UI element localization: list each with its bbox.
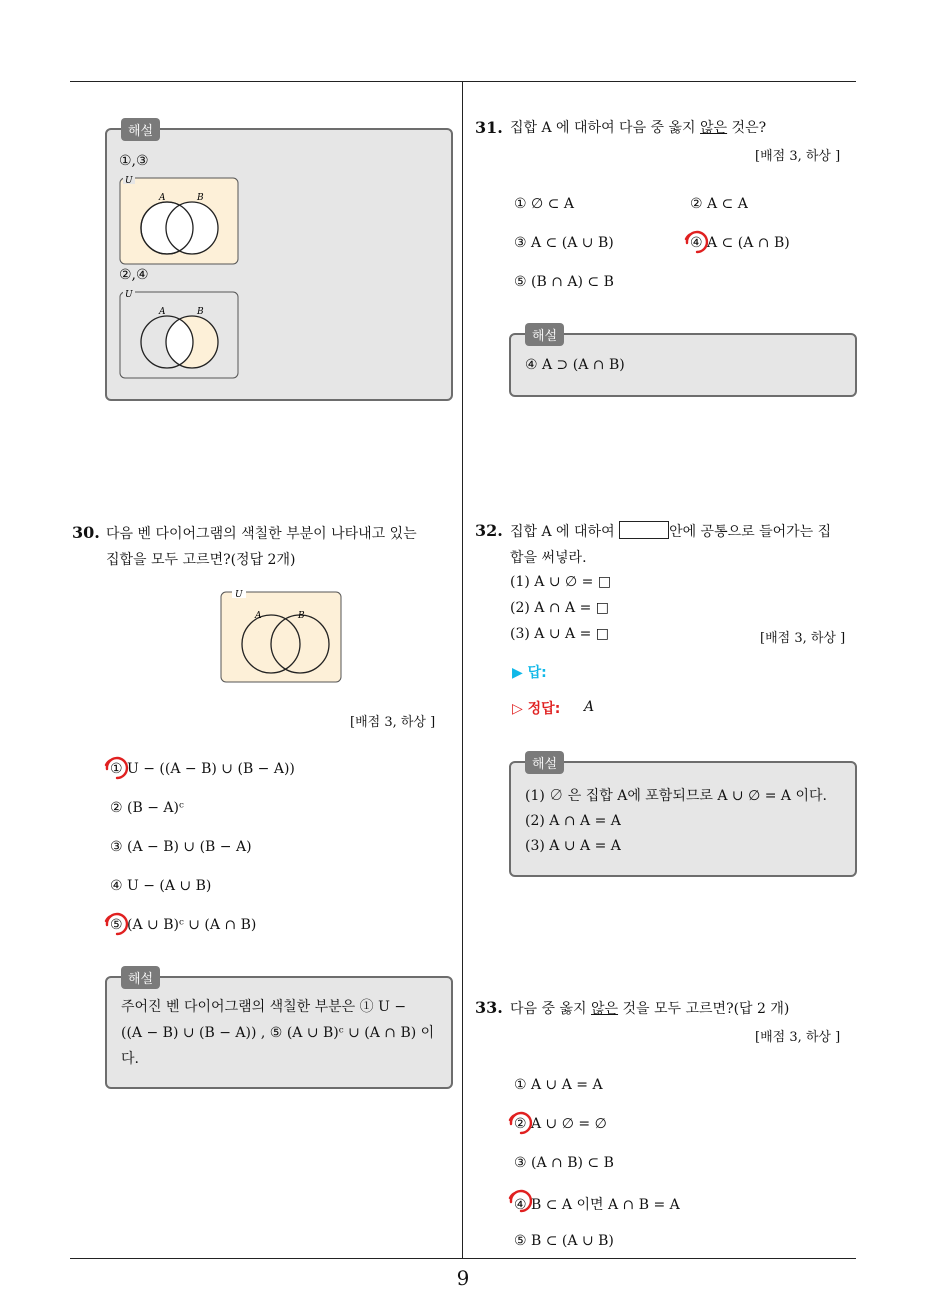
question-text-32-line2: 합을 써넣라. xyxy=(510,550,587,566)
question-text-33-underlined: 않은 xyxy=(590,1001,619,1017)
venn-label-b: B xyxy=(197,307,204,317)
score-33: [배점 3, 하상 ] xyxy=(755,1030,841,1045)
solution-box-32 xyxy=(509,757,857,877)
question-text-31-underlined: 않은 xyxy=(700,120,728,136)
solution-text-32-line2: (2) A ∩ A = A xyxy=(525,813,621,829)
correct-answer-label-32: ▷ 정답: xyxy=(512,701,561,717)
sub-item-32-2: (2) A ∩ A = □ xyxy=(510,600,609,616)
column-divider xyxy=(462,81,463,1258)
red-circle-mark-icon xyxy=(683,229,709,255)
red-circle-mark-icon xyxy=(507,1188,533,1214)
choice-30-3[interactable]: ③ (A − B) ∪ (B − A) xyxy=(110,839,252,855)
question-text-31-a: 집합 A 에 대하여 다음 중 옳지 xyxy=(510,120,701,136)
question-number-33: 33. xyxy=(475,998,503,1017)
choice-30-1[interactable]: ① U − ((A − B) ∪ (B − A)) xyxy=(110,761,295,777)
solution-text-32-line3: (3) A ∪ A = A xyxy=(525,838,621,854)
question-text-32-line1 xyxy=(510,519,831,545)
venn-label-u: U xyxy=(125,176,133,186)
top-rule xyxy=(70,81,856,82)
choice-30-5[interactable]: ⑤ (A ∪ B)ᶜ ∪ (A ∩ B) xyxy=(110,917,257,933)
venn-label-b: B xyxy=(197,193,204,203)
venn-diagram-question-30 xyxy=(220,588,342,684)
question-text-33 xyxy=(510,996,789,1022)
choice-33-5[interactable]: ⑤ B ⊂ (A ∪ B) xyxy=(514,1233,614,1249)
question-number-32: 32. xyxy=(475,521,503,540)
bottom-rule xyxy=(70,1258,856,1259)
question-text-30-line2: 집합을 모두 고르면?(정답 2개) xyxy=(106,552,296,568)
choice-31-2[interactable]: ② A ⊂ A xyxy=(690,196,748,212)
question-text-32-a: 집합 A 에 대하여 xyxy=(510,524,615,540)
blank-box xyxy=(619,521,669,539)
score-32: [배점 3, 하상 ] xyxy=(760,631,846,646)
solution-group-label-1: ①,③ xyxy=(119,153,149,169)
question-text-33-a: 다음 중 옳지 xyxy=(510,1001,591,1017)
correct-answer-value-32: A xyxy=(584,699,595,715)
venn-label-b: B xyxy=(298,611,305,621)
solution-box-30 xyxy=(105,972,453,1089)
question-text-30-line1: 다음 벤 다이어그램의 색칠한 부분이 나타내고 있는 xyxy=(106,526,417,542)
choice-33-2[interactable]: ② A ∪ ∅ = ∅ xyxy=(514,1116,607,1132)
solution-tag: 해설 xyxy=(121,118,160,141)
venn-label-a: A xyxy=(159,193,166,203)
solution-text-30-line1: 주어진 벤 다이어그램의 색칠한 부분은 ① U − xyxy=(121,999,407,1015)
solution-tag: 해설 xyxy=(121,966,160,989)
question-number-30: 30. xyxy=(72,523,100,542)
solution-text-31: ④ A ⊃ (A ∩ B) xyxy=(525,357,625,373)
question-text-32-b: 안에 공통으로 들어가는 집 xyxy=(669,524,832,540)
score-30: [배점 3, 하상 ] xyxy=(350,715,436,730)
venn-label-a: A xyxy=(159,307,166,317)
solution-group-label-2: ②,④ xyxy=(119,267,149,283)
venn-diagram-b-only xyxy=(119,288,239,380)
choice-30-4[interactable]: ④ U − (A ∪ B) xyxy=(110,878,212,894)
choice-33-3[interactable]: ③ (A ∩ B) ⊂ B xyxy=(514,1155,614,1171)
red-circle-mark-icon xyxy=(507,1110,533,1136)
score-31: [배점 3, 하상 ] xyxy=(755,149,841,164)
venn-label-u: U xyxy=(235,590,243,600)
solution-text-30-line3: 다. xyxy=(121,1051,139,1067)
choice-31-1[interactable]: ① ∅ ⊂ A xyxy=(514,196,574,212)
choice-31-3[interactable]: ③ A ⊂ (A ∪ B) xyxy=(514,235,614,251)
sub-item-32-3: (3) A ∪ A = □ xyxy=(510,626,609,642)
question-number-31: 31. xyxy=(475,118,503,137)
solution-text-30-line2: ((A − B) ∪ (B − A)) , ⑤ (A ∪ B)ᶜ ∪ (A ∩ B) 이 xyxy=(121,1025,435,1041)
page-number: 9 xyxy=(456,1266,470,1290)
question-text-31 xyxy=(510,115,766,141)
venn-label-a: A xyxy=(255,611,262,621)
solution-tag: 해설 xyxy=(525,323,564,346)
venn-label-u: U xyxy=(125,290,133,300)
choice-33-1[interactable]: ① A ∪ A = A xyxy=(514,1077,603,1093)
venn-diagram-outer-shaded xyxy=(119,174,239,266)
solution-box-31 xyxy=(509,329,857,397)
red-circle-mark-icon xyxy=(103,755,129,781)
choice-33-4[interactable]: ④ B ⊂ A 이면 A ∩ B = A xyxy=(514,1197,680,1213)
answer-prompt-32[interactable]: ▶ 답: xyxy=(512,665,547,681)
choice-31-4[interactable]: ④ A ⊂ (A ∩ B) xyxy=(690,235,790,251)
solution-text-32-line1: (1) ∅ 은 집합 A에 포함되므로 A ∪ ∅ = A 이다. xyxy=(525,788,827,804)
solution-tag: 해설 xyxy=(525,751,564,774)
question-text-33-b: 것을 모두 고르면?(답 2 개) xyxy=(618,1001,790,1017)
red-circle-mark-icon xyxy=(103,911,129,937)
choice-31-5[interactable]: ⑤ (B ∩ A) ⊂ B xyxy=(514,274,614,290)
sub-item-32-1: (1) A ∪ ∅ = □ xyxy=(510,574,612,590)
solution-box-29 xyxy=(105,124,453,401)
choice-30-2[interactable]: ② (B − A)ᶜ xyxy=(110,800,184,816)
question-text-31-b: 것은? xyxy=(727,120,767,136)
